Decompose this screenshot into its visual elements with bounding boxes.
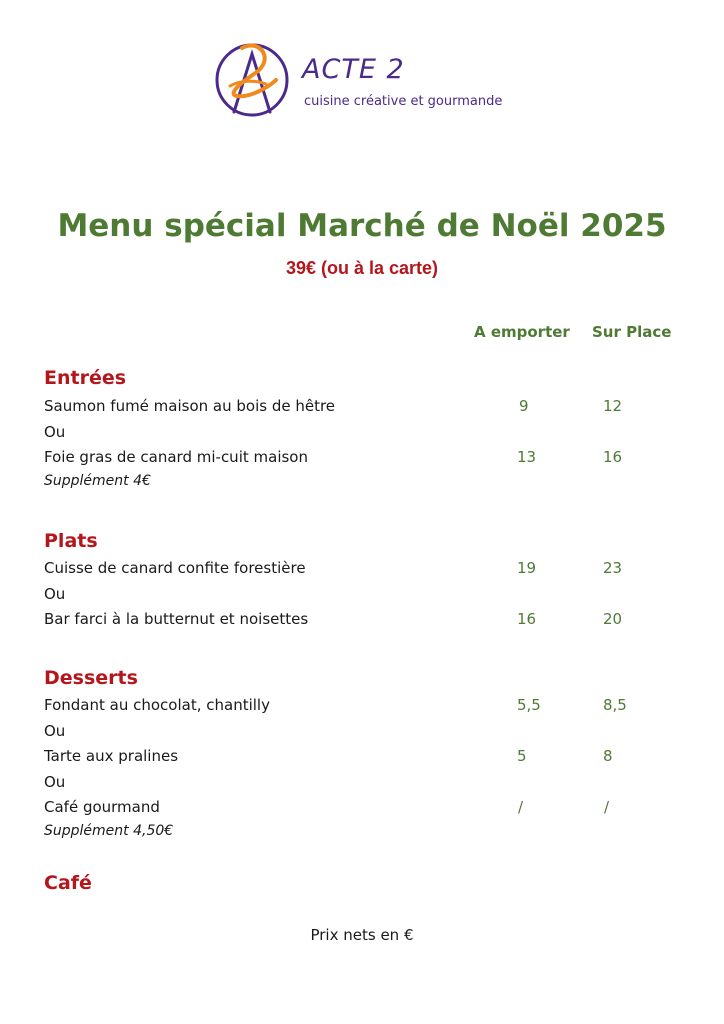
supplement-note: Supplément 4,50€ <box>44 823 174 839</box>
price-takeaway: / <box>518 798 524 816</box>
price-onsite: / <box>604 798 610 816</box>
menu-row <box>44 798 684 820</box>
price-onsite: 20 <box>603 610 623 628</box>
price-takeaway: 19 <box>517 559 537 577</box>
menu-row <box>44 696 684 718</box>
menu-row <box>44 747 684 769</box>
dish-name: Cuisse de canard confite forestière <box>44 559 306 577</box>
dish-name: Fondant au chocolat, chantilly <box>44 696 270 714</box>
separator-or: Ou <box>44 722 66 740</box>
price-takeaway: 13 <box>517 448 537 466</box>
price-takeaway: 5 <box>517 747 527 765</box>
logo-emblem-icon <box>214 40 290 122</box>
dish-name: Foie gras de canard mi-cuit maison <box>44 448 308 466</box>
price-takeaway: 16 <box>517 610 537 628</box>
brand-tagline: cuisine créative et gourmande <box>304 94 503 109</box>
price-onsite: 12 <box>603 397 623 415</box>
footer-note: Prix nets en € <box>310 926 414 944</box>
separator-or: Ou <box>44 585 66 603</box>
price-takeaway: 5,5 <box>517 696 541 714</box>
price-onsite: 23 <box>603 559 623 577</box>
section-cafe: Café <box>44 872 92 894</box>
menu-row <box>44 448 684 470</box>
price-onsite: 8,5 <box>603 696 627 714</box>
menu-row <box>44 397 684 419</box>
page-title: Menu spécial Marché de Noël 2025 <box>57 208 667 244</box>
separator-or: Ou <box>44 423 66 441</box>
brand-name: ACTE 2 <box>302 54 405 85</box>
menu-price: 39€ (ou à la carte) <box>285 258 439 278</box>
price-onsite: 8 <box>603 747 613 765</box>
column-onsite: Sur Place <box>592 323 672 341</box>
dish-name: Saumon fumé maison au bois de hêtre <box>44 397 336 415</box>
section-plats: Plats <box>44 530 98 552</box>
menu-row <box>44 559 684 581</box>
supplement-note: Supplément 4€ <box>44 473 151 489</box>
brand-logo <box>214 40 514 125</box>
column-takeaway: A emporter <box>474 323 570 341</box>
section-entrees: Entrées <box>44 367 127 389</box>
dish-name: Café gourmand <box>44 798 160 816</box>
separator-or: Ou <box>44 773 66 791</box>
price-takeaway: 9 <box>519 397 529 415</box>
menu-row <box>44 610 684 632</box>
dish-name: Tarte aux pralines <box>44 747 179 765</box>
dish-name: Bar farci à la butternut et noisettes <box>44 610 309 628</box>
section-desserts: Desserts <box>44 667 138 689</box>
price-onsite: 16 <box>603 448 623 466</box>
